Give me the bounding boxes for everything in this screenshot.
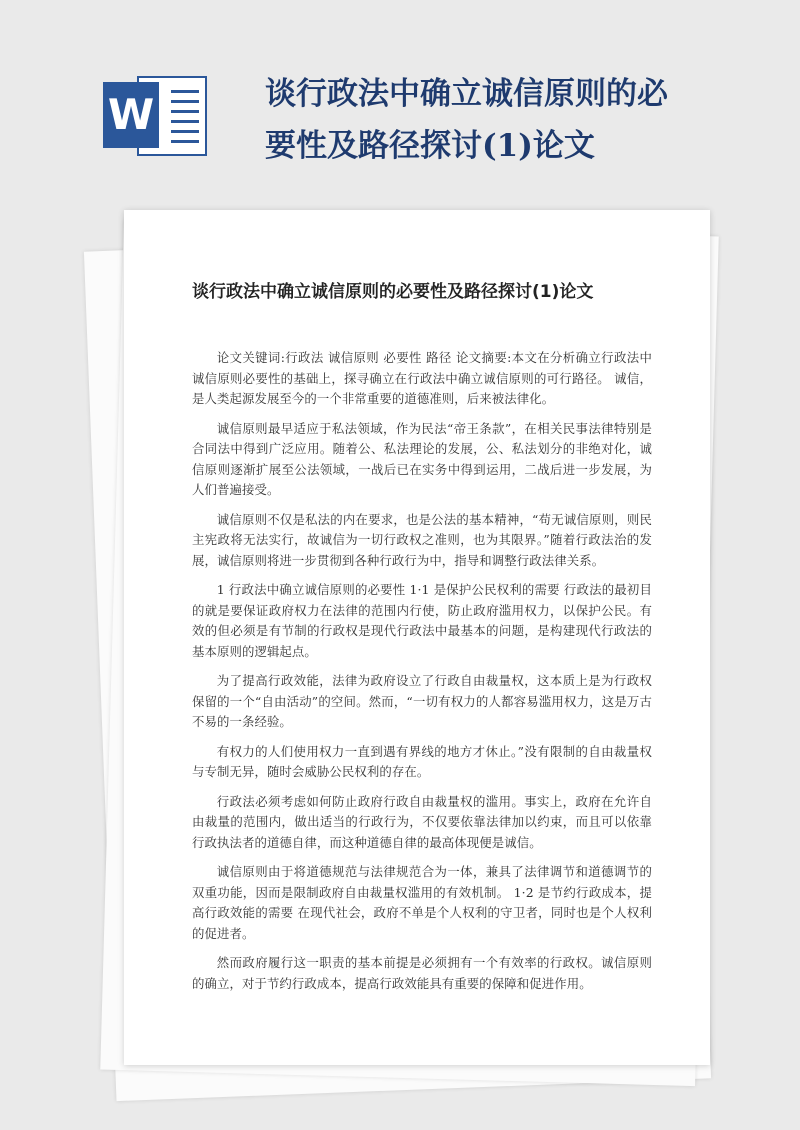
word-letter-tile: W [103, 82, 159, 148]
document-body [192, 348, 652, 1003]
paragraph: 1 行政法中确立诚信原则的必要性 1·1 是保护公民权利的需要 行政法的最初目的就是要保证政府权力在法律的范围内行使，防止政府滥用权力，以保护公民。有效的但必须是有节制的行政权是现代行政法中最基本的问题，是构建现代行政法的基本原则的逻辑起点。 [192, 582, 652, 659]
paragraph: 有权力的人们使用权力一直到遇有界线的地方才休止。”没有限制的自由裁量权与专制无异，随时会威胁公民权利的存在。 [192, 743, 652, 779]
paragraph: 诚信原则最早适应于私法领域，作为民法“帝王条款”，在相关民事法律特别是合同法中得到广泛应用。随着公、私法理论的发展，公、私法划分的非绝对化，诚信原则逐渐扩展至公法领域，一战后已在实务中得到运用，二战后进一步发展，为人们普遍接受。 [192, 420, 652, 497]
paragraph: 然而政府履行这一职责的基本前提是必须拥有一个有效率的行政权。诚信原则的确立，对于节约行政成本，提高行政效能具有重要的保障和促进作用。 [192, 955, 652, 991]
word-document-icon [103, 72, 213, 160]
paragraph: 诚信原则由于将道德规范与法律规范合为一体，兼具了法律调节和道德调节的双重功能，因而是限制政府自由裁量权滥用的有效机制。 1·2 是节约行政成本，提高行政效能的需要 在现代社会，政府不单是个人权利的守卫者，同时也是个人权利的促进者。 [192, 864, 652, 941]
paragraph: 为了提高行政效能，法律为政府设立了行政自由裁量权，这本质上是为行政权保留的一个“自由活动”的空间。然而，“一切有权力的人都容易滥用权力，这是万古不易的一条经验。 [192, 673, 652, 729]
page-title: 谈行政法中确立诚信原则的必要性及路径探讨(1)论文 [265, 76, 668, 164]
paragraph: 行政法必须考虑如何防止政府行政自由裁量权的滥用。事实上，政府在允许自由裁量的范围内，做出适当的行政行为，不仅要依靠法律加以约束，而且可以依靠行政执法者的道德自律，而这种道德自律的最高体现便是诚信。 [192, 793, 652, 850]
document-title: 谈行政法中确立诚信原则的必要性及路径探讨(1)论文 [192, 282, 594, 302]
document-page [124, 210, 710, 1065]
paragraph: 诚信原则不仅是私法的内在要求，也是公法的基本精神，“苟无诚信原则，则民主宪政将无法实行，故诚信为一切行政权之准则，也为其限界。”随着行政法治的发展，诚信原则将进一步贯彻到各种行政行为中，指导和调整行政法律关系。 [192, 511, 652, 568]
paragraph: 论文关键词:行政法 诚信原则 必要性 路径 论文摘要:本文在分析确立行政法中诚信原则必要性的基础上，探寻确立在行政法中确立诚信原则的可行路径。 诚信，是人类起源发展至今的一个非常重要的道德准则，后来被法律化。 [192, 350, 652, 406]
